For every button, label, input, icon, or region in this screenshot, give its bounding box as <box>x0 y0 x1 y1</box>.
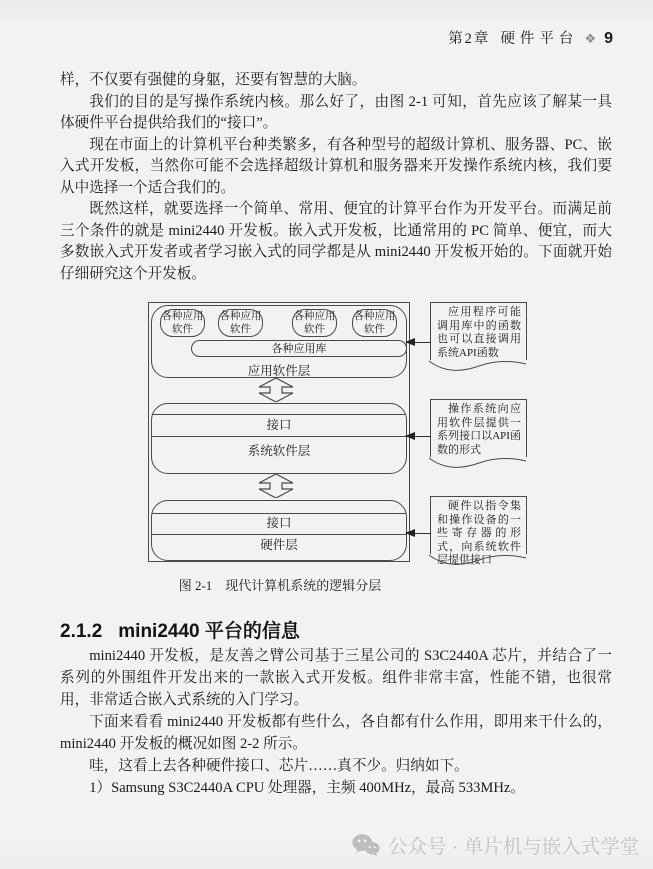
figure-caption: 图 2-1 现代计算机系统的逻辑分层 <box>178 578 382 593</box>
paragraph: 哇，这看上去各种硬件接口、芯片……真不少。归纳如下。 <box>89 758 469 774</box>
figure-2-1-diagram <box>148 302 410 562</box>
paragraph: 1）Samsung S3C2440A CPU 处理器，主频 400MHz，最高 533MHz。 <box>89 780 525 796</box>
double-arrow-icon <box>257 378 295 402</box>
ornament-diamond-icon: ❖ <box>584 31 597 46</box>
paragraph: 下面来看看 mini2440 开发板都有些什么，各自都有什么作用，即用来干什么的，mini2440 开发板的概况如图 2-2 所示。 <box>60 714 612 752</box>
watermark-label: 公众号 · 单片机与嵌入式学堂 <box>388 836 640 858</box>
paragraph: 现在市面上的计算机平台种类繁多，有各种型号的超级计算机、服务器、PC、嵌入式开发板，当然你可能不会选择超级计算机和服务器来开发操作系统内核，我们要从中选择一个适合我们的。 <box>60 136 612 196</box>
section-heading <box>60 616 300 643</box>
app-library-bar: 各种应用库 <box>191 340 407 357</box>
callout-wave-edge <box>429 360 527 375</box>
interface-label: 接口 <box>266 516 292 530</box>
paragraph: 样，不仅要有强健的身躯，还要有智慧的大脑。 <box>60 72 367 88</box>
chapter-title: 硬件平台 <box>500 31 579 47</box>
body-text-top <box>60 70 612 285</box>
wechat-icon <box>352 833 380 857</box>
left-arrow-icon <box>407 342 431 343</box>
left-arrow-icon <box>407 436 431 437</box>
callout-app-api: 应用程序可能调用库中的函数也可以直接调用系统API函数 <box>430 302 527 360</box>
app-software-box: 各种应用软件 <box>218 309 263 337</box>
page-header <box>448 27 613 48</box>
hardware-layer-label: 硬件层 <box>260 538 298 552</box>
watermark <box>352 831 639 859</box>
callout-os-api: 操作系统向应用软件层提供一系列接口以API函数的形式 <box>430 399 527 457</box>
application-layer-label: 应用软件层 <box>247 364 311 378</box>
system-layer-label: 系统软件层 <box>247 444 311 458</box>
interface-label: 接口 <box>266 418 292 432</box>
chapter-number: 第2章 <box>448 31 491 47</box>
double-arrow-icon <box>257 474 295 498</box>
paragraph: 我们的目的是写操作系统内核。那么好了，由图 2-1 可知，首先应该了解某一具体硬件平台提供给我们的“接口”。 <box>60 93 612 131</box>
section-number: 2.1.2 <box>60 621 103 642</box>
callout-hw-interface: 硬件以指令集和操作设备的一些寄存器的形式，向系统软件层提供接口 <box>430 496 527 554</box>
hardware-layer-box <box>151 500 407 561</box>
paragraph: mini2440 开发板，是友善之臂公司基于三星公司的 S3C2440A 芯片，并结合了一系列的外围组件开发出来的一款嵌入式开发板。组件非常丰富，性能不错，也很常用，非常适合嵌入式系统的入门学习。 <box>60 648 612 708</box>
system-software-layer-box <box>151 403 407 474</box>
page-number: 9 <box>604 30 613 47</box>
left-arrow-icon <box>407 533 431 534</box>
section-title: mini2440 平台的信息 <box>118 621 300 642</box>
callout-wave-edge <box>429 554 527 569</box>
body-text-bottom <box>60 645 612 799</box>
paragraph: 既然这样，就要选择一个简单、常用、便宜的计算平台作为开发平台。而满足前三个条件的就是 mini2440 开发板。嵌入式开发板，比通常用的 PC 简单、便宜，而大多数嵌入式开发者或者学习嵌入式的同学都是从 mini2440 开发板开始的。下面就开始仔细研究这个开发板。 <box>60 201 612 282</box>
app-software-box: 各种应用软件 <box>352 309 397 337</box>
app-software-box: 各种应用软件 <box>160 309 205 337</box>
app-software-box: 各种应用软件 <box>292 309 337 337</box>
callout-wave-edge <box>429 457 527 472</box>
